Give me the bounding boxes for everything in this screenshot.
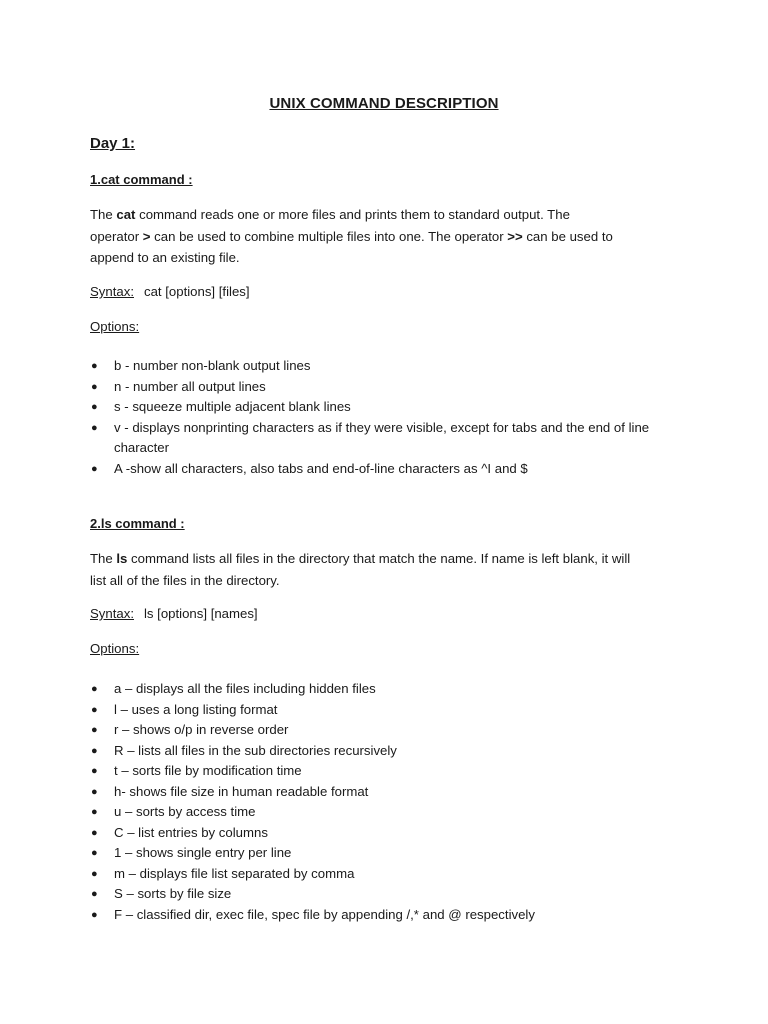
cat-description-line-3: append to an existing file.: [90, 250, 240, 265]
list-item: [90, 700, 690, 721]
option-continuation: character: [114, 440, 169, 455]
ls-options-label: Options:: [90, 641, 140, 656]
ls-syntax: [90, 606, 690, 621]
list-item: [90, 782, 690, 803]
list-item: [90, 418, 690, 459]
option-text: m – displays file list separated by comma: [114, 865, 355, 881]
bullet-icon: ●: [91, 462, 98, 475]
bullet-icon: ●: [91, 847, 98, 859]
cat-description-line-1: [90, 204, 670, 226]
cat-description: [90, 204, 670, 269]
list-item: [90, 884, 690, 905]
option-text: r – shows o/p in reverse order: [114, 722, 289, 737]
syntax-label: Syntax:: [90, 284, 134, 299]
option-text: u – sorts by access time: [114, 804, 256, 819]
bullet-icon: ●: [91, 785, 98, 798]
bold-term-gt: >: [142, 228, 151, 244]
bullet-icon: ●: [91, 380, 98, 393]
cat-options-list: [90, 356, 690, 479]
bold-term-gtgt: >>: [507, 228, 523, 244]
bold-term-cat: cat: [116, 207, 136, 222]
list-item: [90, 397, 690, 418]
option-text: h- shows file size in human readable format: [114, 783, 369, 799]
option-text: R – lists all files in the sub directories recursively: [114, 742, 397, 758]
text-run: can be used to: [522, 228, 613, 244]
bullet-icon: ●: [91, 683, 98, 695]
option-text: s - squeeze multiple adjacent blank lines: [114, 399, 351, 414]
bullet-icon: ●: [91, 401, 98, 413]
bullet-icon: ●: [91, 421, 98, 434]
option-text: n - number all output lines: [114, 378, 266, 394]
document-title: UNIX COMMAND DESCRIPTION: [269, 95, 499, 112]
ls-section-heading: 2.ls command :: [90, 516, 185, 531]
list-item: [90, 679, 690, 700]
list-item: [90, 905, 690, 926]
bullet-icon: ●: [91, 703, 98, 716]
list-item: [90, 864, 690, 885]
bullet-icon: ●: [91, 724, 98, 736]
option-text: t – sorts file by modification time: [114, 763, 302, 778]
bullet-icon: ●: [91, 744, 98, 757]
text-run: command reads one or more files and prints them to standard output. The: [135, 207, 570, 222]
bullet-icon: ●: [91, 806, 98, 818]
text-run: operator: [90, 228, 143, 244]
syntax-value: ls [options] [names]: [143, 606, 258, 621]
text-run: The: [90, 207, 117, 222]
list-item: [90, 459, 690, 480]
bullet-icon: ●: [91, 867, 98, 880]
list-item: [90, 741, 690, 762]
syntax-label: Syntax:: [90, 606, 134, 621]
ls-description-line-2: list all of the files in the directory.: [90, 572, 280, 588]
bullet-icon: ●: [91, 888, 98, 900]
list-item: [90, 356, 690, 377]
bold-term-ls: ls: [116, 551, 128, 566]
ls-options-list: [90, 679, 690, 925]
list-item: [90, 802, 690, 823]
ls-description-line-1: [90, 548, 670, 570]
text-run: The: [90, 551, 117, 566]
option-text: F – classified dir, exec file, spec file by appending /,* and @ respectively: [114, 906, 535, 922]
bullet-icon: ●: [91, 765, 98, 777]
cat-section-heading: 1.cat command :: [90, 172, 193, 187]
text-run: can be used to combine multiple files into one. The operator: [150, 228, 508, 244]
list-item: [90, 823, 690, 844]
list-item: [90, 720, 690, 741]
option-text: v - displays nonprinting characters as if they were visible, except for tabs and the end of line: [114, 419, 650, 435]
option-text: a – displays all the files including hidden files: [114, 681, 376, 696]
bullet-icon: ●: [91, 360, 98, 372]
day-heading: Day 1:: [90, 135, 136, 152]
syntax-value: cat [options] [files]: [143, 284, 250, 299]
ls-description: [90, 548, 670, 591]
list-item: [90, 843, 690, 864]
option-text: l – uses a long listing format: [114, 701, 278, 717]
option-text: 1 – shows single entry per line: [114, 845, 292, 860]
bullet-icon: ●: [91, 826, 98, 839]
option-text: A -show all characters, also tabs and end-of-line characters as ^I and $: [114, 460, 528, 476]
bullet-icon: ●: [91, 908, 98, 921]
cat-description-line-2: [90, 226, 670, 248]
cat-syntax: [90, 284, 690, 299]
cat-options-label: Options:: [90, 319, 140, 334]
option-text: C – list entries by columns: [114, 824, 268, 840]
option-text: b - number non-blank output lines: [114, 358, 311, 373]
list-item: [90, 761, 690, 782]
list-item: [90, 377, 690, 398]
text-run: command lists all files in the directory that match the name. If name is left blank, it will: [127, 551, 631, 566]
option-text: S – sorts by file size: [114, 886, 232, 901]
